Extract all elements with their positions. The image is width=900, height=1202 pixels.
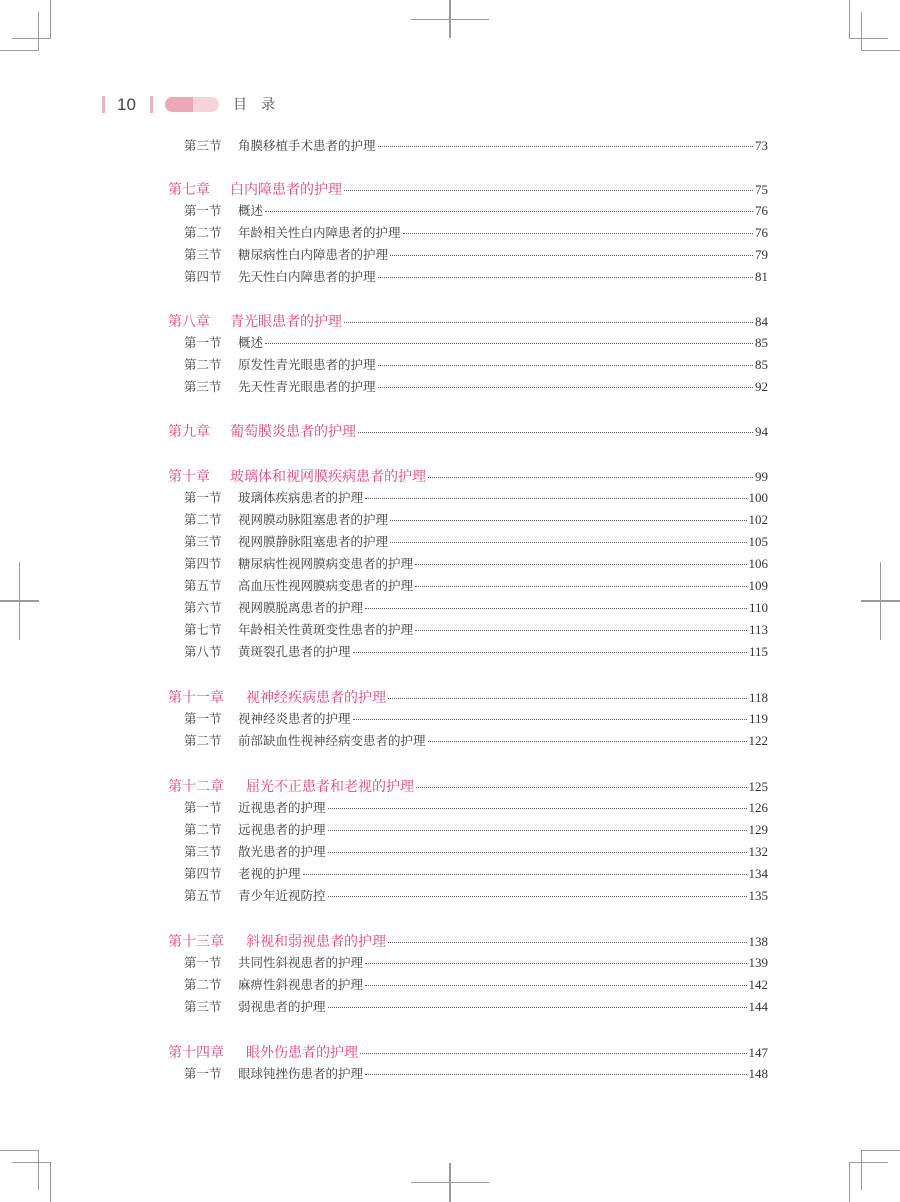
toc-section-entry[interactable] xyxy=(184,1064,768,1082)
dot-leader xyxy=(328,999,747,1012)
crop-mark-top-left xyxy=(38,12,39,51)
crop-mark-right-middle xyxy=(880,562,881,640)
running-header xyxy=(100,94,500,116)
entry-page-number: 134 xyxy=(748,866,768,881)
dot-leader xyxy=(415,556,746,569)
toc-section-entry[interactable] xyxy=(184,333,768,351)
crop-mark-top-left xyxy=(0,50,39,51)
toc-section-entry[interactable] xyxy=(184,245,768,263)
entry-title: 高血压性视网膜病变患者的护理 xyxy=(238,578,414,593)
entry-title: 麻痹性斜视患者的护理 xyxy=(238,977,364,992)
entry-title: 视网膜脱离患者的护理 xyxy=(238,600,364,615)
entry-page-number: 110 xyxy=(748,600,768,615)
dot-leader xyxy=(428,467,753,481)
dot-leader xyxy=(365,490,746,503)
entry-page-number: 73 xyxy=(755,138,768,153)
entry-title: 远视患者的护理 xyxy=(238,822,326,837)
crop-mark-top-center xyxy=(449,0,451,38)
entry-title: 葡萄膜炎患者的护理 xyxy=(230,424,356,440)
entry-page-number: 76 xyxy=(755,203,768,218)
dot-leader xyxy=(353,711,747,724)
dot-leader xyxy=(344,312,753,326)
entry-number: 第二节 xyxy=(184,357,222,372)
crop-mark-top-right xyxy=(849,38,888,39)
dot-leader xyxy=(344,180,753,194)
entry-title: 先天性青光眼患者的护理 xyxy=(238,379,376,394)
toc-section-entry[interactable] xyxy=(184,620,768,638)
toc-chapter-entry[interactable] xyxy=(168,1042,768,1062)
entry-page-number: 122 xyxy=(748,733,768,748)
entry-number: 第一节 xyxy=(184,955,222,970)
toc-section-entry[interactable] xyxy=(184,377,768,395)
toc-chapter-entry[interactable] xyxy=(168,466,768,486)
entry-page-number: 148 xyxy=(748,1066,768,1081)
entry-title: 糖尿病性白内障患者的护理 xyxy=(238,247,389,262)
entry-number: 第七章 xyxy=(168,182,210,198)
dot-leader xyxy=(378,379,753,392)
dot-leader xyxy=(388,932,747,946)
entry-page-number: 115 xyxy=(748,644,768,659)
entry-number: 第五节 xyxy=(184,888,222,903)
entry-number: 第九章 xyxy=(168,424,210,440)
crop-mark-top-right xyxy=(849,0,850,39)
entry-number: 第一节 xyxy=(184,203,222,218)
toc-section-entry[interactable] xyxy=(184,532,768,550)
entry-number: 第十三章 xyxy=(168,934,224,950)
entry-title: 近视患者的护理 xyxy=(238,800,326,815)
entry-title: 视网膜静脉阻塞患者的护理 xyxy=(238,534,389,549)
dot-leader xyxy=(360,1043,747,1057)
entry-page-number: 139 xyxy=(748,955,768,970)
dot-leader xyxy=(365,600,747,613)
toc-section-entry[interactable] xyxy=(184,267,768,285)
toc-section-entry[interactable] xyxy=(184,642,768,660)
dot-leader xyxy=(428,733,747,746)
entry-title: 白内障患者的护理 xyxy=(230,182,342,198)
toc-section-entry[interactable] xyxy=(184,886,768,904)
entry-number: 第一节 xyxy=(184,711,222,726)
entry-title: 概述 xyxy=(238,335,264,350)
entry-title: 玻璃体疾病患者的护理 xyxy=(238,490,364,505)
crop-mark-top-right xyxy=(861,12,862,51)
dot-leader xyxy=(378,138,753,151)
entry-title: 糖尿病性视网膜病变患者的护理 xyxy=(238,556,414,571)
dot-leader xyxy=(358,422,753,436)
entry-page-number: 75 xyxy=(755,182,768,197)
entry-page-number: 100 xyxy=(748,490,768,505)
header-bar-right xyxy=(150,96,153,113)
entry-page-number: 92 xyxy=(755,379,768,394)
entry-page-number: 76 xyxy=(755,225,768,240)
dot-leader xyxy=(365,1066,746,1079)
entry-page-number: 81 xyxy=(755,269,768,284)
dot-leader xyxy=(328,800,747,813)
toc-chapter-entry[interactable] xyxy=(168,931,768,951)
entry-page-number: 113 xyxy=(748,622,768,637)
page-number: 10 xyxy=(117,95,136,114)
crop-mark-bottom-right xyxy=(861,1150,862,1190)
toc-section-entry[interactable] xyxy=(184,201,768,219)
toc-section-entry[interactable] xyxy=(184,576,768,594)
dot-leader xyxy=(353,644,747,657)
crop-mark-bottom-center xyxy=(449,1163,451,1202)
toc-section-entry[interactable] xyxy=(184,554,768,572)
entry-title: 青光眼患者的护理 xyxy=(230,314,342,330)
toc-section-entry[interactable] xyxy=(184,864,768,882)
toc-section-entry[interactable] xyxy=(184,598,768,616)
entry-page-number: 85 xyxy=(755,335,768,350)
crop-mark-bottom-right xyxy=(849,1162,888,1163)
entry-page-number: 142 xyxy=(748,977,768,992)
entry-number: 第二节 xyxy=(184,225,222,240)
entry-title: 角膜移植手术患者的护理 xyxy=(238,138,376,153)
entry-page-number: 79 xyxy=(755,247,768,262)
entry-title: 弱视患者的护理 xyxy=(238,999,326,1014)
entry-number: 第四节 xyxy=(184,866,222,881)
entry-number: 第七节 xyxy=(184,622,222,637)
entry-number: 第十四章 xyxy=(168,1045,224,1061)
entry-title: 视神经疾病患者的护理 xyxy=(246,690,386,706)
entry-title: 年龄相关性白内障患者的护理 xyxy=(238,225,401,240)
toc-section-entry[interactable] xyxy=(184,510,768,528)
entry-number: 第一节 xyxy=(184,800,222,815)
toc-section-entry[interactable] xyxy=(184,223,768,241)
crop-mark-bottom-left xyxy=(0,1150,39,1151)
toc-section-entry[interactable] xyxy=(184,731,768,749)
crop-mark-bottom-left xyxy=(12,1162,51,1163)
entry-page-number: 106 xyxy=(748,556,768,571)
entry-page-number: 109 xyxy=(748,578,768,593)
entry-title: 概述 xyxy=(238,203,264,218)
toc-section-entry[interactable] xyxy=(184,953,768,971)
entry-page-number: 126 xyxy=(748,800,768,815)
entry-title: 老视的护理 xyxy=(238,866,301,881)
dot-leader xyxy=(378,269,753,282)
entry-number: 第三节 xyxy=(184,379,222,394)
entry-number: 第十一章 xyxy=(168,690,224,706)
entry-number: 第二节 xyxy=(184,733,222,748)
entry-number: 第一节 xyxy=(184,1066,222,1081)
entry-title: 眼外伤患者的护理 xyxy=(246,1045,358,1061)
entry-page-number: 147 xyxy=(748,1045,768,1060)
entry-number: 第十二章 xyxy=(168,779,224,795)
dot-leader xyxy=(303,866,747,879)
crop-mark-bottom-left xyxy=(50,1162,51,1202)
entry-title: 屈光不正患者和老视的护理 xyxy=(246,779,414,795)
entry-number: 第二节 xyxy=(184,977,222,992)
crop-mark-left-middle xyxy=(19,562,20,640)
entry-title: 青少年近视防控 xyxy=(238,888,326,903)
entry-title: 共同性斜视患者的护理 xyxy=(238,955,364,970)
dot-leader xyxy=(390,534,746,547)
dot-leader xyxy=(365,977,746,990)
entry-number: 第十章 xyxy=(168,469,210,485)
crop-mark-bottom-right xyxy=(861,1150,900,1151)
entry-title: 黄斑裂孔患者的护理 xyxy=(238,644,351,659)
entry-page-number: 132 xyxy=(748,844,768,859)
entry-number: 第二节 xyxy=(184,512,222,527)
entry-page-number: 144 xyxy=(748,999,768,1014)
dot-leader xyxy=(328,844,747,857)
crop-mark-bottom-left xyxy=(38,1150,39,1190)
entry-number: 第五节 xyxy=(184,578,222,593)
toc-section-entry[interactable] xyxy=(184,136,768,154)
toc-section-entry[interactable] xyxy=(184,798,768,816)
entry-title: 斜视和弱视患者的护理 xyxy=(246,934,386,950)
entry-number: 第一节 xyxy=(184,490,222,505)
entry-number: 第六节 xyxy=(184,600,222,615)
entry-page-number: 129 xyxy=(748,822,768,837)
header-pill-dark-half xyxy=(165,97,193,112)
entry-page-number: 102 xyxy=(748,512,768,527)
toc-section-entry[interactable] xyxy=(184,842,768,860)
dot-leader xyxy=(415,622,747,635)
entry-page-number: 138 xyxy=(748,934,768,949)
toc-section-entry[interactable] xyxy=(184,709,768,727)
entry-page-number: 85 xyxy=(755,357,768,372)
entry-number: 第二节 xyxy=(184,822,222,837)
dot-leader xyxy=(378,357,753,370)
toc-section-entry[interactable] xyxy=(184,975,768,993)
dot-leader xyxy=(328,822,747,835)
crop-mark-top-left xyxy=(50,0,51,39)
toc-chapter-entry[interactable] xyxy=(168,179,768,199)
dot-leader xyxy=(388,688,747,702)
header-bar-left xyxy=(102,96,105,113)
entry-page-number: 125 xyxy=(748,779,768,794)
toc-chapter-entry[interactable] xyxy=(168,421,768,441)
toc-chapter-entry[interactable] xyxy=(168,776,768,796)
dot-leader xyxy=(365,955,746,968)
entry-title: 眼球钝挫伤患者的护理 xyxy=(238,1066,364,1081)
entry-title: 先天性白内障患者的护理 xyxy=(238,269,376,284)
entry-number: 第八章 xyxy=(168,314,210,330)
entry-page-number: 135 xyxy=(748,888,768,903)
toc-section-entry[interactable] xyxy=(184,355,768,373)
dot-leader xyxy=(265,335,753,348)
toc-chapter-entry[interactable] xyxy=(168,687,768,707)
entry-number: 第八节 xyxy=(184,644,222,659)
entry-number: 第三节 xyxy=(184,138,222,153)
dot-leader xyxy=(415,578,746,591)
entry-number: 第三节 xyxy=(184,534,222,549)
entry-page-number: 84 xyxy=(755,314,768,329)
entry-number: 第三节 xyxy=(184,247,222,262)
toc-section-entry[interactable] xyxy=(184,488,768,506)
entry-page-number: 94 xyxy=(755,424,768,439)
entry-number: 第一节 xyxy=(184,335,222,350)
entry-page-number: 118 xyxy=(748,690,768,705)
entry-title: 原发性青光眼患者的护理 xyxy=(238,357,376,372)
entry-number: 第三节 xyxy=(184,844,222,859)
entry-title: 玻璃体和视网膜疾病患者的护理 xyxy=(230,469,426,485)
crop-mark-bottom-right xyxy=(849,1162,850,1202)
toc-section-entry[interactable] xyxy=(184,997,768,1015)
toc-chapter-entry[interactable] xyxy=(168,311,768,331)
entry-title: 视网膜动脉阻塞患者的护理 xyxy=(238,512,389,527)
entry-number: 第三节 xyxy=(184,999,222,1014)
dot-leader xyxy=(265,203,753,216)
crop-mark-top-right xyxy=(861,50,900,51)
toc-section-entry[interactable] xyxy=(184,820,768,838)
entry-number: 第四节 xyxy=(184,269,222,284)
header-title: 目录 xyxy=(233,97,289,113)
dot-leader xyxy=(328,888,747,901)
entry-title: 前部缺血性视神经病变患者的护理 xyxy=(238,733,426,748)
entry-page-number: 119 xyxy=(748,711,768,726)
entry-title: 年龄相关性黄斑变性患者的护理 xyxy=(238,622,414,637)
crop-mark-top-left xyxy=(12,38,51,39)
header-decorative-pill xyxy=(165,97,219,112)
entry-page-number: 105 xyxy=(748,534,768,549)
dot-leader xyxy=(403,225,753,238)
entry-title: 散光患者的护理 xyxy=(238,844,326,859)
dot-leader xyxy=(390,512,746,525)
entry-page-number: 99 xyxy=(755,469,768,484)
dot-leader xyxy=(390,247,753,260)
entry-number: 第四节 xyxy=(184,556,222,571)
dot-leader xyxy=(416,777,747,791)
entry-title: 视神经炎患者的护理 xyxy=(238,711,351,726)
